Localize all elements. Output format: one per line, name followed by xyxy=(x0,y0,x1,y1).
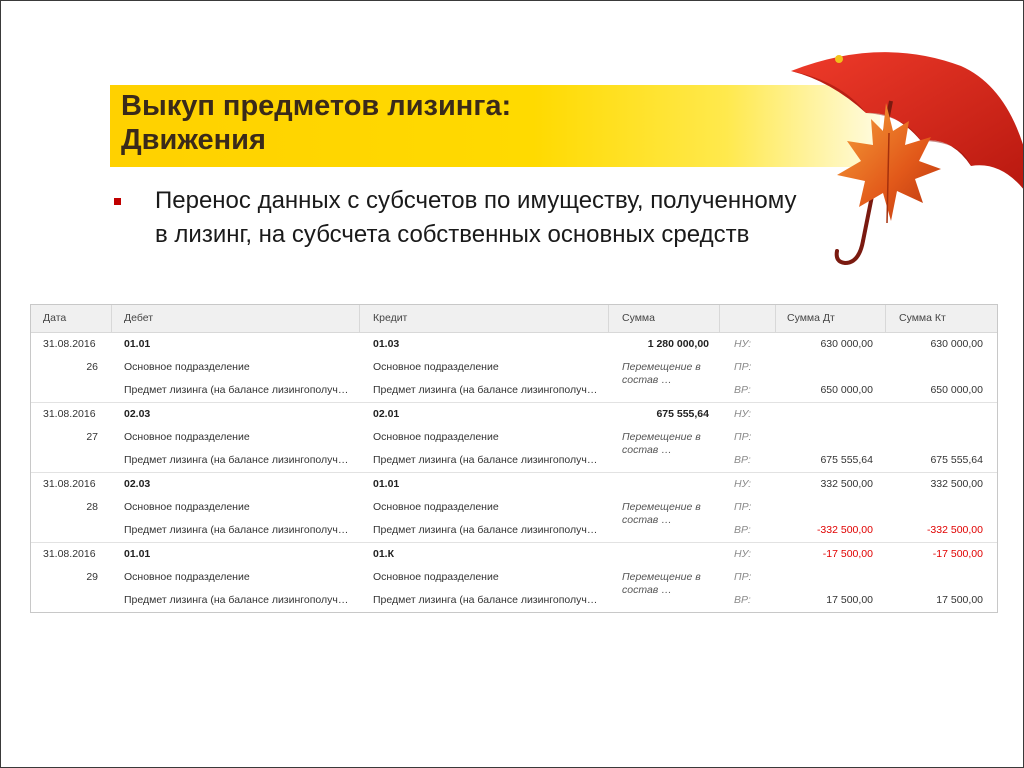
credit-subconto-1: Основное подразделение xyxy=(373,361,499,373)
sum-dt-vr: -332 500,00 xyxy=(816,524,873,536)
credit-subconto-1: Основное подразделение xyxy=(373,431,499,443)
sum-kt-nu: -17 500,00 xyxy=(932,548,983,560)
debit-account: 01.01 xyxy=(124,338,151,350)
slide-title xyxy=(121,89,511,157)
content-line-2: состав … xyxy=(622,584,672,596)
debit-subconto-2: Предмет лизинга (на балансе лизингополуч… xyxy=(124,384,349,396)
debit-subconto-1: Основное подразделение xyxy=(124,361,250,373)
table-row[interactable] xyxy=(31,472,997,543)
sum-dt-nu: 630 000,00 xyxy=(820,338,873,350)
sum-value: 675 555,64 xyxy=(656,408,709,420)
content-line-2: состав … xyxy=(622,514,672,526)
credit-account: 01.03 xyxy=(373,338,400,350)
row-number: 26 xyxy=(86,361,98,373)
content-line-2: состав … xyxy=(622,444,672,456)
row-number: 27 xyxy=(86,431,98,443)
sum-dt-nu: 332 500,00 xyxy=(820,478,873,490)
header-sum[interactable]: Сумма xyxy=(622,312,655,324)
credit-subconto-2: Предмет лизинга (на балансе лизингополуч… xyxy=(373,454,598,466)
credit-account: 01.К xyxy=(373,548,395,560)
sum-kt-vr: 650 000,00 xyxy=(930,384,983,396)
credit-account: 01.01 xyxy=(373,478,400,490)
sum-dt-nu: -17 500,00 xyxy=(822,548,873,560)
label-pr: ПР: xyxy=(734,571,752,583)
debit-subconto-1: Основное подразделение xyxy=(124,571,250,583)
label-vr: ВР: xyxy=(734,454,751,466)
row-date: 31.08.2016 xyxy=(43,408,96,420)
header-sum-kt[interactable]: Сумма Кт xyxy=(899,312,946,324)
label-nu: НУ: xyxy=(734,548,751,560)
credit-subconto-1: Основное подразделение xyxy=(373,571,499,583)
row-number: 28 xyxy=(86,501,98,513)
debit-subconto-1: Основное подразделение xyxy=(124,501,250,513)
label-nu: НУ: xyxy=(734,338,751,350)
label-vr: ВР: xyxy=(734,594,751,606)
debit-subconto-1: Основное подразделение xyxy=(124,431,250,443)
label-pr: ПР: xyxy=(734,361,752,373)
content-line-1: Перемещение в xyxy=(622,431,701,443)
content-line-2: состав … xyxy=(622,374,672,386)
sum-dt-vr: 17 500,00 xyxy=(826,594,873,606)
row-number: 29 xyxy=(86,571,98,583)
credit-subconto-2: Предмет лизинга (на балансе лизингополуч… xyxy=(373,384,598,396)
sum-kt-nu: 630 000,00 xyxy=(930,338,983,350)
label-nu: НУ: xyxy=(734,408,751,420)
header-credit[interactable]: Кредит xyxy=(373,312,408,324)
sum-kt-vr: -332 500,00 xyxy=(926,524,983,536)
debit-subconto-2: Предмет лизинга (на балансе лизингополуч… xyxy=(124,594,349,606)
label-vr: ВР: xyxy=(734,384,751,396)
label-vr: ВР: xyxy=(734,524,751,536)
header-sum-dt[interactable]: Сумма Дт xyxy=(787,312,835,324)
content-line-1: Перемещение в xyxy=(622,501,701,513)
debit-account: 02.03 xyxy=(124,408,151,420)
table-row[interactable] xyxy=(31,332,997,403)
table-header xyxy=(31,305,997,333)
postings-table xyxy=(30,304,998,613)
credit-subconto-2: Предмет лизинга (на балансе лизингополуч… xyxy=(373,594,598,606)
debit-account: 02.03 xyxy=(124,478,151,490)
credit-subconto-1: Основное подразделение xyxy=(373,501,499,513)
table-row[interactable] xyxy=(31,402,997,473)
sum-kt-nu: 332 500,00 xyxy=(930,478,983,490)
sum-kt-vr: 17 500,00 xyxy=(936,594,983,606)
title-line-2: Движения xyxy=(121,124,266,156)
debit-subconto-2: Предмет лизинга (на балансе лизингополуч… xyxy=(124,454,349,466)
bullet-marker xyxy=(114,198,121,205)
credit-subconto-2: Предмет лизинга (на балансе лизингополуч… xyxy=(373,524,598,536)
label-pr: ПР: xyxy=(734,431,752,443)
row-date: 31.08.2016 xyxy=(43,338,96,350)
header-debit[interactable]: Дебет xyxy=(124,312,154,324)
sum-kt-vr: 675 555,64 xyxy=(930,454,983,466)
label-nu: НУ: xyxy=(734,478,751,490)
row-date: 31.08.2016 xyxy=(43,548,96,560)
content-line-1: Перемещение в xyxy=(622,361,701,373)
debit-subconto-2: Предмет лизинга (на балансе лизингополуч… xyxy=(124,524,349,536)
sum-dt-vr: 675 555,64 xyxy=(820,454,873,466)
title-line-1: Выкуп предметов лизинга: xyxy=(121,90,512,122)
credit-account: 02.01 xyxy=(373,408,400,420)
sum-dt-vr: 650 000,00 xyxy=(820,384,873,396)
debit-account: 01.01 xyxy=(124,548,151,560)
header-date[interactable]: Дата xyxy=(43,312,67,324)
row-date: 31.08.2016 xyxy=(43,478,96,490)
bullet-text: Перенос данных с субсчетов по имуществу, полученному в лизинг, на субсчета собственных основных средств xyxy=(155,187,797,248)
table-row[interactable] xyxy=(31,542,997,612)
content-line-1: Перемещение в xyxy=(622,571,701,583)
sum-value: 1 280 000,00 xyxy=(647,338,709,350)
label-pr: ПР: xyxy=(734,501,752,513)
